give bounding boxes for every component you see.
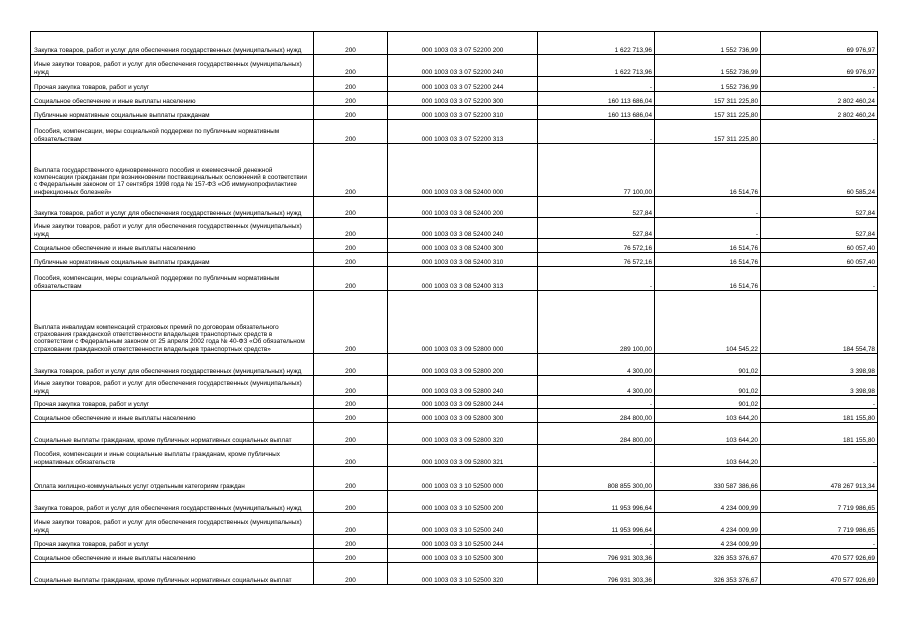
approved-amount-cell: 76 572,16 bbox=[538, 253, 655, 267]
executed-amount-cell: 330 587 386,66 bbox=[655, 467, 761, 491]
remaining-amount-cell: 7 719 986,65 bbox=[761, 491, 878, 513]
budget-code-cell: 000 1003 03 3 09 52800 200 bbox=[388, 354, 538, 376]
line-code-cell: 200 bbox=[314, 218, 388, 239]
table-row bbox=[31, 376, 878, 396]
line-code-cell: 200 bbox=[314, 253, 388, 267]
line-code-cell: 200 bbox=[314, 55, 388, 77]
budget-code-cell: 000 1003 03 3 08 52400 000 bbox=[388, 144, 538, 197]
row-name-cell: Закупка товаров, работ и услуг для обеспечения государственных (муниципальных) нужд bbox=[31, 354, 314, 376]
remaining-amount-cell: 60 057,40 bbox=[761, 253, 878, 267]
approved-amount-cell: - bbox=[538, 77, 655, 92]
budget-code-cell: 000 1003 03 3 09 52800 321 bbox=[388, 445, 538, 467]
table-row bbox=[31, 197, 878, 218]
executed-amount-cell: 901,02 bbox=[655, 376, 761, 396]
table-row bbox=[31, 239, 878, 253]
budget-code-cell: 000 1003 03 3 07 52200 240 bbox=[388, 55, 538, 77]
remaining-amount-cell: 470 577 926,69 bbox=[761, 563, 878, 585]
executed-amount-cell: 901,02 bbox=[655, 396, 761, 409]
line-code-cell: 200 bbox=[314, 513, 388, 535]
line-code-cell: 200 bbox=[314, 32, 388, 55]
table-row bbox=[31, 563, 878, 585]
executed-amount-cell: 1 552 736,99 bbox=[655, 77, 761, 92]
approved-amount-cell: 4 300,00 bbox=[538, 354, 655, 376]
row-name-cell: Пособия, компенсации, меры социальной поддержки по публичным нормативным обязательствам bbox=[31, 267, 314, 291]
executed-amount-cell: 4 234 009,99 bbox=[655, 513, 761, 535]
budget-code-cell: 000 1003 03 3 10 52500 200 bbox=[388, 491, 538, 513]
approved-amount-cell: 77 100,00 bbox=[538, 144, 655, 197]
row-name-cell: Иные закупки товаров, работ и услуг для обеспечения государственных (муниципальных) нужд bbox=[31, 55, 314, 77]
budget-execution-table bbox=[30, 31, 878, 585]
line-code-cell: 200 bbox=[314, 239, 388, 253]
remaining-amount-cell: 3 398,98 bbox=[761, 376, 878, 396]
approved-amount-cell: 796 931 303,36 bbox=[538, 563, 655, 585]
remaining-amount-cell: 181 155,80 bbox=[761, 409, 878, 423]
row-name-cell: Прочая закупка товаров, работ и услуг bbox=[31, 396, 314, 409]
row-name-cell: Пособия, компенсации, меры социальной поддержки по публичным нормативным обязательствам bbox=[31, 120, 314, 144]
table-row bbox=[31, 291, 878, 354]
executed-amount-cell: 1 552 736,99 bbox=[655, 55, 761, 77]
remaining-amount-cell: 527,84 bbox=[761, 197, 878, 218]
budget-code-cell: 000 1003 03 3 09 52800 300 bbox=[388, 409, 538, 423]
budget-code-cell: 000 1003 03 3 08 52400 200 bbox=[388, 197, 538, 218]
budget-code-cell: 000 1003 03 3 09 52800 320 bbox=[388, 423, 538, 445]
budget-code-cell: 000 1003 03 3 10 52500 320 bbox=[388, 563, 538, 585]
row-name-cell: Публичные нормативные социальные выплаты гражданам bbox=[31, 106, 314, 120]
table-row bbox=[31, 120, 878, 144]
executed-amount-cell: 157 311 225,80 bbox=[655, 92, 761, 106]
table-row bbox=[31, 549, 878, 563]
approved-amount-cell: 1 622 713,96 bbox=[538, 55, 655, 77]
executed-amount-cell: 16 514,76 bbox=[655, 253, 761, 267]
approved-amount-cell: 284 800,00 bbox=[538, 409, 655, 423]
remaining-amount-cell: - bbox=[761, 120, 878, 144]
table-row bbox=[31, 144, 878, 197]
line-code-cell: 200 bbox=[314, 291, 388, 354]
executed-amount-cell: 16 514,76 bbox=[655, 144, 761, 197]
executed-amount-cell: 16 514,76 bbox=[655, 267, 761, 291]
row-name-cell: Иные закупки товаров, работ и услуг для обеспечения государственных (муниципальных) нужд bbox=[31, 218, 314, 239]
row-name-cell: Закупка товаров, работ и услуг для обеспечения государственных (муниципальных) нужд bbox=[31, 491, 314, 513]
row-name-cell: Иные закупки товаров, работ и услуг для обеспечения государственных (муниципальных) нужд bbox=[31, 376, 314, 396]
remaining-amount-cell: 60 057,40 bbox=[761, 239, 878, 253]
budget-code-cell: 000 1003 03 3 08 52400 313 bbox=[388, 267, 538, 291]
remaining-amount-cell: 7 719 986,65 bbox=[761, 513, 878, 535]
line-code-cell: 200 bbox=[314, 535, 388, 549]
budget-code-cell: 000 1003 03 3 09 52800 240 bbox=[388, 376, 538, 396]
remaining-amount-cell: - bbox=[761, 267, 878, 291]
line-code-cell: 200 bbox=[314, 549, 388, 563]
approved-amount-cell: 1 622 713,96 bbox=[538, 32, 655, 55]
table-row bbox=[31, 513, 878, 535]
approved-amount-cell: 160 113 686,04 bbox=[538, 106, 655, 120]
row-name-cell: Выплата инвалидам компенсаций страховых премий по договорам обязательного страхования гражданской ответственности владельцев транспортных средств в соответствии с Федеральным законом от 25 апреля 2002 года № 40-ФЗ «Об обязательном страховании гражданской ответственности владельцев транспортных средств» bbox=[31, 291, 314, 354]
remaining-amount-cell: 470 577 926,69 bbox=[761, 549, 878, 563]
line-code-cell: 200 bbox=[314, 267, 388, 291]
line-code-cell: 200 bbox=[314, 396, 388, 409]
approved-amount-cell: 11 953 996,64 bbox=[538, 513, 655, 535]
executed-amount-cell: 901,02 bbox=[655, 354, 761, 376]
executed-amount-cell: 103 644,20 bbox=[655, 423, 761, 445]
remaining-amount-cell: 2 802 460,24 bbox=[761, 106, 878, 120]
budget-code-cell: 000 1003 03 3 07 52200 313 bbox=[388, 120, 538, 144]
line-code-cell: 200 bbox=[314, 563, 388, 585]
approved-amount-cell: - bbox=[538, 396, 655, 409]
approved-amount-cell: 808 855 300,00 bbox=[538, 467, 655, 491]
table-row bbox=[31, 467, 878, 491]
line-code-cell: 200 bbox=[314, 467, 388, 491]
line-code-cell: 200 bbox=[314, 106, 388, 120]
line-code-cell: 200 bbox=[314, 120, 388, 144]
row-name-cell: Оплата жилищно-коммунальных услуг отдельным категориям граждан bbox=[31, 467, 314, 491]
executed-amount-cell: 1 552 736,99 bbox=[655, 32, 761, 55]
budget-code-cell: 000 1003 03 3 07 52200 300 bbox=[388, 92, 538, 106]
executed-amount-cell: - bbox=[655, 218, 761, 239]
line-code-cell: 200 bbox=[314, 77, 388, 92]
remaining-amount-cell: 527,84 bbox=[761, 218, 878, 239]
budget-code-cell: 000 1003 03 3 10 52500 240 bbox=[388, 513, 538, 535]
executed-amount-cell: 157 311 225,80 bbox=[655, 120, 761, 144]
table-row bbox=[31, 354, 878, 376]
executed-amount-cell: 103 644,20 bbox=[655, 409, 761, 423]
table-row bbox=[31, 218, 878, 239]
remaining-amount-cell: 181 155,80 bbox=[761, 423, 878, 445]
executed-amount-cell: 157 311 225,80 bbox=[655, 106, 761, 120]
row-name-cell: Социальное обеспечение и иные выплаты населению bbox=[31, 549, 314, 563]
executed-amount-cell: 16 514,76 bbox=[655, 239, 761, 253]
approved-amount-cell: 527,84 bbox=[538, 197, 655, 218]
row-name-cell: Социальные выплаты гражданам, кроме публичных нормативных социальных выплат bbox=[31, 563, 314, 585]
budget-code-cell: 000 1003 03 3 07 52200 200 bbox=[388, 32, 538, 55]
executed-amount-cell: 326 353 376,67 bbox=[655, 549, 761, 563]
line-code-cell: 200 bbox=[314, 423, 388, 445]
row-name-cell: Социальное обеспечение и иные выплаты населению bbox=[31, 409, 314, 423]
table-row bbox=[31, 267, 878, 291]
budget-code-cell: 000 1003 03 3 10 52500 244 bbox=[388, 535, 538, 549]
table-row bbox=[31, 32, 878, 55]
approved-amount-cell: - bbox=[538, 267, 655, 291]
row-name-cell: Социальное обеспечение и иные выплаты населению bbox=[31, 92, 314, 106]
row-name-cell: Социальное обеспечение и иные выплаты населению bbox=[31, 239, 314, 253]
table-row bbox=[31, 445, 878, 467]
table-row bbox=[31, 396, 878, 409]
budget-code-cell: 000 1003 03 3 10 52500 000 bbox=[388, 467, 538, 491]
table-row bbox=[31, 106, 878, 120]
executed-amount-cell: - bbox=[655, 197, 761, 218]
remaining-amount-cell: 69 976,97 bbox=[761, 55, 878, 77]
remaining-amount-cell: 3 398,98 bbox=[761, 354, 878, 376]
line-code-cell: 200 bbox=[314, 445, 388, 467]
row-name-cell: Публичные нормативные социальные выплаты гражданам bbox=[31, 253, 314, 267]
budget-code-cell: 000 1003 03 3 10 52500 300 bbox=[388, 549, 538, 563]
row-name-cell: Закупка товаров, работ и услуг для обеспечения государственных (муниципальных) нужд bbox=[31, 32, 314, 55]
budget-code-cell: 000 1003 03 3 07 52200 244 bbox=[388, 77, 538, 92]
line-code-cell: 200 bbox=[314, 409, 388, 423]
row-name-cell: Социальные выплаты гражданам, кроме публичных нормативных социальных выплат bbox=[31, 423, 314, 445]
remaining-amount-cell: 478 267 913,34 bbox=[761, 467, 878, 491]
budget-code-cell: 000 1003 03 3 09 52800 244 bbox=[388, 396, 538, 409]
approved-amount-cell: 284 800,00 bbox=[538, 423, 655, 445]
line-code-cell: 200 bbox=[314, 376, 388, 396]
table-row bbox=[31, 55, 878, 77]
row-name-cell: Прочая закупка товаров, работ и услуг bbox=[31, 535, 314, 549]
line-code-cell: 200 bbox=[314, 197, 388, 218]
executed-amount-cell: 103 644,20 bbox=[655, 445, 761, 467]
executed-amount-cell: 104 545,22 bbox=[655, 291, 761, 354]
row-name-cell: Прочая закупка товаров, работ и услуг bbox=[31, 77, 314, 92]
remaining-amount-cell: - bbox=[761, 535, 878, 549]
approved-amount-cell: 11 953 996,64 bbox=[538, 491, 655, 513]
row-name-cell: Закупка товаров, работ и услуг для обеспечения государственных (муниципальных) нужд bbox=[31, 197, 314, 218]
approved-amount-cell: 796 931 303,36 bbox=[538, 549, 655, 563]
remaining-amount-cell: 69 976,97 bbox=[761, 32, 878, 55]
executed-amount-cell: 326 353 376,67 bbox=[655, 563, 761, 585]
table-row bbox=[31, 535, 878, 549]
approved-amount-cell: - bbox=[538, 445, 655, 467]
remaining-amount-cell: 184 554,78 bbox=[761, 291, 878, 354]
approved-amount-cell: - bbox=[538, 120, 655, 144]
approved-amount-cell: 527,84 bbox=[538, 218, 655, 239]
table-body bbox=[31, 32, 878, 585]
row-name-cell: Пособия, компенсации и иные социальные выплаты гражданам, кроме публичных нормативных обязательств bbox=[31, 445, 314, 467]
budget-code-cell: 000 1003 03 3 07 52200 310 bbox=[388, 106, 538, 120]
table-row bbox=[31, 77, 878, 92]
remaining-amount-cell: - bbox=[761, 77, 878, 92]
approved-amount-cell: 289 100,00 bbox=[538, 291, 655, 354]
row-name-cell: Иные закупки товаров, работ и услуг для обеспечения государственных (муниципальных) нужд bbox=[31, 513, 314, 535]
remaining-amount-cell: 60 585,24 bbox=[761, 144, 878, 197]
budget-code-cell: 000 1003 03 3 08 52400 310 bbox=[388, 253, 538, 267]
line-code-cell: 200 bbox=[314, 491, 388, 513]
table-row bbox=[31, 423, 878, 445]
table-row bbox=[31, 253, 878, 267]
approved-amount-cell: 4 300,00 bbox=[538, 376, 655, 396]
budget-code-cell: 000 1003 03 3 09 52800 000 bbox=[388, 291, 538, 354]
approved-amount-cell: 76 572,16 bbox=[538, 239, 655, 253]
approved-amount-cell: - bbox=[538, 535, 655, 549]
budget-code-cell: 000 1003 03 3 08 52400 300 bbox=[388, 239, 538, 253]
line-code-cell: 200 bbox=[314, 144, 388, 197]
table-row bbox=[31, 92, 878, 106]
budget-code-cell: 000 1003 03 3 08 52400 240 bbox=[388, 218, 538, 239]
line-code-cell: 200 bbox=[314, 92, 388, 106]
remaining-amount-cell: - bbox=[761, 445, 878, 467]
row-name-cell: Выплата государственного единовременного пособия и ежемесячной денежной компенсации гражданам при возникновении поствакцинальных осложнений в соответствии с Федеральным законом от 17 сентября 1998 года № 157-ФЗ «Об иммунопрофилактике инфекционных болезней» bbox=[31, 144, 314, 197]
line-code-cell: 200 bbox=[314, 354, 388, 376]
approved-amount-cell: 160 113 686,04 bbox=[538, 92, 655, 106]
table-row bbox=[31, 491, 878, 513]
remaining-amount-cell: - bbox=[761, 396, 878, 409]
table-row bbox=[31, 409, 878, 423]
remaining-amount-cell: 2 802 460,24 bbox=[761, 92, 878, 106]
executed-amount-cell: 4 234 009,99 bbox=[655, 535, 761, 549]
executed-amount-cell: 4 234 009,99 bbox=[655, 491, 761, 513]
